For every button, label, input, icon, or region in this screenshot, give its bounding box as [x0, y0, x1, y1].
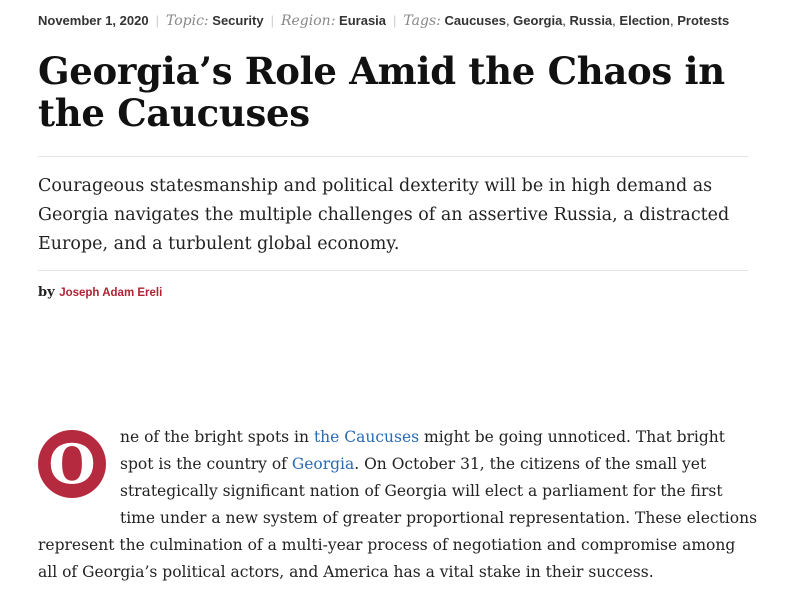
tags-label: Tags:	[403, 13, 441, 29]
article-meta: November 1, 2020 | Topic: Security | Region: Eurasia | Tags: Caucuses, Georgia, Russia, Election, Protests	[38, 13, 730, 29]
byline	[38, 285, 162, 300]
body-text-segment: might be going unnoticed. That bright spot is the country of	[120, 428, 726, 473]
tag-link[interactable]: Caucuses	[444, 13, 506, 28]
divider	[38, 156, 748, 157]
body-text-segment: . On October 31, the citizens of the small yet strategically significant nation of Georgia will elect a parliament for the first time under a new system of greater proportional representation. These elections represent the culmination of a multi-year process of negotiation and compromise among all of Georgia’s political actors, and America has a vital stake in their success.	[38, 455, 758, 581]
tag-link[interactable]: Russia	[569, 13, 613, 28]
region-label: Region:	[280, 13, 336, 29]
tag-link[interactable]: Protests	[677, 13, 730, 28]
meta-separator: |	[270, 13, 274, 28]
article-body-paragraph	[38, 424, 758, 586]
drop-cap: O	[38, 430, 106, 498]
topic-label: Topic:	[165, 13, 209, 29]
publish-date: November 1, 2020	[38, 13, 149, 28]
meta-separator: |	[393, 13, 397, 28]
topic-link[interactable]: Security	[212, 13, 264, 28]
tag-link[interactable]: Election	[619, 13, 670, 28]
body-text-segment: ne of the bright spots in	[120, 428, 314, 446]
meta-separator: |	[155, 13, 159, 28]
divider	[38, 270, 748, 271]
region-link[interactable]: Eurasia	[339, 13, 387, 28]
georgia-link[interactable]: Georgia	[291, 455, 355, 473]
author-link[interactable]: Joseph Adam Ereli	[59, 287, 163, 299]
article-subtitle: Courageous statesmanship and political dexterity will be in high demand as Georgia navigates the multiple challenges of an assertive Russia, a distracted Europe, and a turbulent global economy.	[38, 176, 730, 254]
tag-link[interactable]: Georgia	[513, 13, 563, 28]
caucuses-link[interactable]: the Caucuses	[313, 428, 420, 446]
article-title: Georgia’s Role Amid the Chaos in the Caucuses	[38, 49, 725, 135]
byline-prefix: by	[38, 285, 55, 300]
